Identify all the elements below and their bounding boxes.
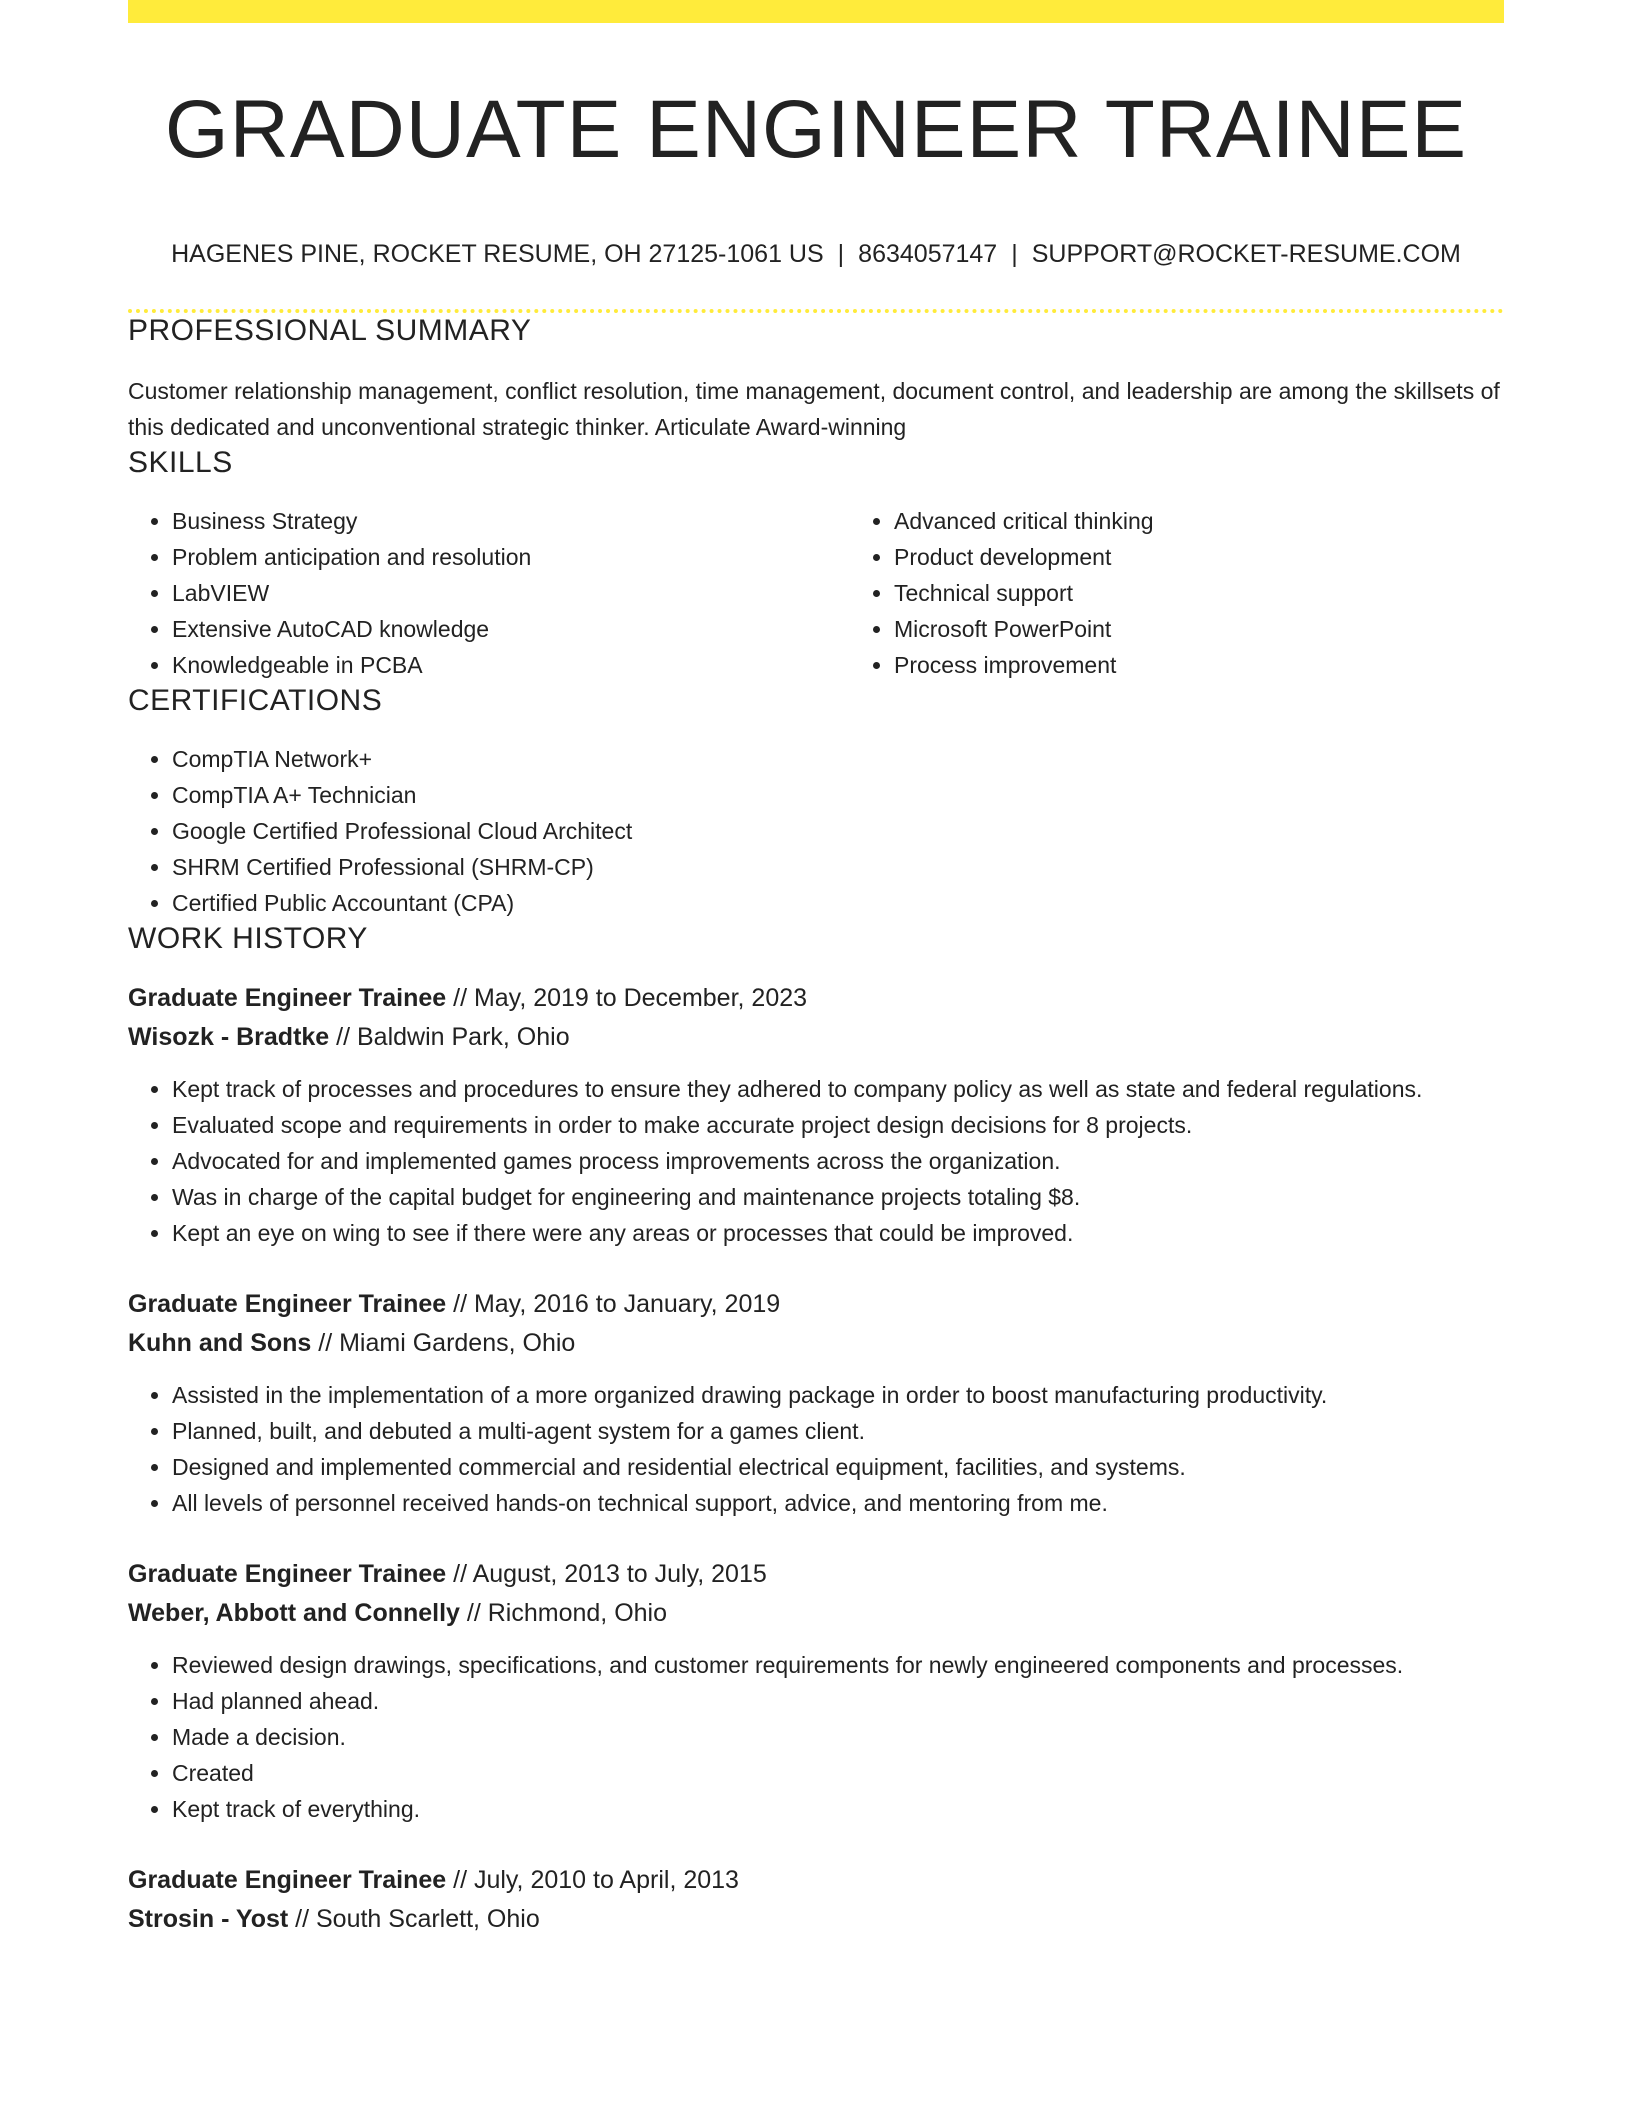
job-bullet: • Assisted in the implementation of a more organized drawing package in order to boost manufacturing productivity. [172, 1377, 1504, 1413]
certifications-list [128, 741, 1504, 921]
job-company: Strosin - Yost [128, 1905, 289, 1934]
job-dates: // May, 2016 to January, 2019 [446, 1290, 781, 1319]
job-bullet: • Reviewed design drawings, specifications, and customer requirements for newly engineered components and processes. [172, 1647, 1504, 1683]
certification-item: • Certified Public Accountant (CPA) [172, 885, 1504, 921]
job-bullet: • Had planned ahead. [172, 1683, 1504, 1719]
job-bullet: • Kept track of processes and procedures to ensure they adhered to company policy as well as state and federal regulations. [172, 1071, 1504, 1107]
job-dates: // May, 2019 to December, 2023 [446, 984, 808, 1013]
job-role: Graduate Engineer Trainee [128, 1290, 447, 1319]
job-company-line [128, 1324, 1504, 1363]
job-bullet: • Advocated for and implemented games process improvements across the organization. [172, 1143, 1504, 1179]
skills-list-right [850, 503, 1572, 683]
job-bullets [128, 1647, 1504, 1827]
contact-line [128, 239, 1504, 269]
job-role-line [128, 1555, 1504, 1594]
contact-separator: | [1011, 240, 1018, 269]
job-bullets [128, 1377, 1504, 1521]
contact-separator: | [837, 240, 845, 269]
job-dates: // August, 2013 to July, 2015 [446, 1560, 767, 1589]
certification-item: • Google Certified Professional Cloud Architect [172, 813, 1504, 849]
job-bullet: • Kept track of everything. [172, 1791, 1504, 1827]
skill-item: • Technical support [894, 575, 1572, 611]
summary-text: Customer relationship management, conflict resolution, time management, document control, and leadership are among the skillsets of this dedicated and unconventional strategic thinker. Articulate Award-winning [128, 378, 1500, 441]
job-bullet: • Kept an eye on wing to see if there were any areas or processes that could be improved. [172, 1215, 1504, 1251]
skills-heading: SKILLS [128, 446, 233, 480]
job-entry [128, 1285, 1504, 1521]
contact-email: SUPPORT@ROCKET-RESUME.COM [1031, 240, 1461, 269]
job-company: Weber, Abbott and Connelly [128, 1599, 460, 1628]
job-bullet: • Evaluated scope and requirements in order to make accurate project design decisions for 8 projects. [172, 1107, 1504, 1143]
skill-item: • LabVIEW [172, 575, 850, 611]
job-bullet: • Designed and implemented commercial and residential electrical equipment, facilities, and systems. [172, 1449, 1504, 1485]
skill-item: • Product development [894, 539, 1572, 575]
job-dates: // July, 2010 to April, 2013 [446, 1866, 739, 1895]
skills-grid [128, 503, 1504, 683]
job-company: Kuhn and Sons [128, 1329, 312, 1358]
job-bullet: • Planned, built, and debuted a multi-agent system for a games client. [172, 1413, 1504, 1449]
summary-heading: PROFESSIONAL SUMMARY [128, 314, 532, 348]
job-role-line [128, 979, 1504, 1018]
job-entry [128, 979, 1504, 1251]
skill-item: • Process improvement [894, 647, 1572, 683]
skill-item: • Advanced critical thinking [894, 503, 1572, 539]
certification-item: • CompTIA Network+ [172, 741, 1504, 777]
contact-address: HAGENES PINE, ROCKET RESUME, OH 27125-1061 US [171, 240, 824, 269]
contact-phone: 8634057147 [858, 240, 998, 269]
job-bullets [128, 1071, 1504, 1251]
job-company-line [128, 1900, 1504, 1939]
job-bullet: • Created [172, 1755, 1504, 1791]
certification-item: • SHRM Certified Professional (SHRM-CP) [172, 849, 1504, 885]
job-location: // Baldwin Park, Ohio [329, 1023, 570, 1052]
job-company: Wisozk - Bradtke [128, 1023, 330, 1052]
certification-item: • CompTIA A+ Technician [172, 777, 1504, 813]
job-location: // South Scarlett, Ohio [288, 1905, 540, 1934]
job-entry [128, 1555, 1504, 1827]
job-bullet: • Made a decision. [172, 1719, 1504, 1755]
job-location: // Miami Gardens, Ohio [311, 1329, 576, 1358]
skills-list-left [128, 503, 850, 683]
job-location: // Richmond, Ohio [459, 1599, 667, 1628]
job-entry [128, 1861, 1504, 1939]
skill-item: • Microsoft PowerPoint [894, 611, 1572, 647]
skill-item: • Business Strategy [172, 503, 850, 539]
job-bullet: • All levels of personnel received hands-on technical support, advice, and mentoring from me. [172, 1485, 1504, 1521]
skill-item: • Problem anticipation and resolution [172, 539, 850, 575]
skill-item: • Extensive AutoCAD knowledge [172, 611, 850, 647]
job-company-line [128, 1594, 1504, 1633]
resume-name: GRADUATE ENGINEER TRAINEE [164, 84, 1468, 175]
job-role: Graduate Engineer Trainee [128, 1866, 447, 1895]
job-role-line [128, 1861, 1504, 1900]
job-role: Graduate Engineer Trainee [128, 984, 447, 1013]
job-role-line [128, 1285, 1504, 1324]
job-bullet: • Was in charge of the capital budget for engineering and maintenance projects totaling $8. [172, 1179, 1504, 1215]
certifications-heading: CERTIFICATIONS [128, 684, 383, 718]
job-role: Graduate Engineer Trainee [128, 1560, 447, 1589]
top-accent-bar [128, 0, 1504, 23]
job-company-line [128, 1018, 1504, 1057]
work-history-heading: WORK HISTORY [128, 922, 368, 956]
skill-item: • Knowledgeable in PCBA [172, 647, 850, 683]
resume-page [128, 0, 1504, 1939]
